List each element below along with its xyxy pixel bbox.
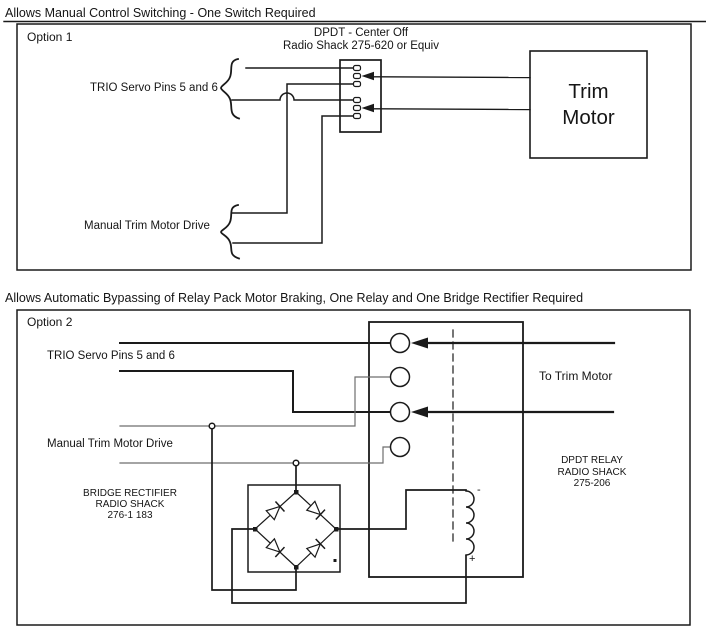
trim-motor-label bbox=[530, 51, 647, 158]
wire-trio2-bottom bbox=[120, 371, 391, 412]
option2-label: Option 2 bbox=[27, 315, 73, 329]
relay-label-line1: DPDT RELAY bbox=[561, 455, 623, 466]
manual-drive-label-option2: Manual Trim Motor Drive bbox=[47, 438, 173, 450]
wire-switch-to-motor-1 bbox=[373, 77, 530, 78]
trio-servo-label-option2: TRIO Servo Pins 5 and 6 bbox=[47, 350, 175, 362]
manual-drive-label-option1: Manual Trim Motor Drive bbox=[84, 220, 210, 232]
thin-wires bbox=[120, 377, 390, 463]
junction-dot bbox=[209, 423, 215, 429]
dpdt-switch-label-line2: Radio Shack 275-620 or Equiv bbox=[283, 39, 439, 52]
wire-trio-bottom-with-hop bbox=[232, 93, 355, 100]
dpdt-switch-label bbox=[268, 27, 454, 52]
wire-switch-to-motor-2 bbox=[373, 109, 530, 110]
wire-manual2-top bbox=[120, 377, 390, 426]
trim-motor-label-line1: Trim bbox=[568, 79, 609, 103]
relay-coil bbox=[466, 491, 474, 555]
to-trim-motor-label: To Trim Motor bbox=[539, 369, 613, 383]
arrow-left-icon bbox=[362, 72, 375, 112]
bridge-vertex-dots bbox=[253, 490, 339, 570]
wire-switch-to-manual-bottom bbox=[233, 116, 355, 243]
dpdt-switch-label-line1: DPDT - Center Off bbox=[313, 27, 409, 39]
trio-brace bbox=[221, 59, 239, 119]
relay-label-line3: 275-206 bbox=[573, 478, 611, 489]
trim-motor-label-line2: Motor bbox=[562, 105, 615, 129]
trio-servo-label-option1: TRIO Servo Pins 5 and 6 bbox=[90, 82, 218, 94]
section1-heading: Allows Manual Control Switching - One Switch Required bbox=[5, 6, 316, 20]
dpdt-switch-box bbox=[340, 60, 381, 132]
coil-plus-label: + bbox=[469, 553, 476, 565]
relay-contacts bbox=[391, 334, 410, 457]
arrow-left-icon bbox=[411, 338, 428, 418]
relay-label-line2: RADIO SHACK bbox=[557, 466, 627, 478]
coil-minus-label: - bbox=[477, 484, 481, 496]
dpdt-relay-label bbox=[532, 455, 652, 490]
wire-junction1-to-bridge-bottom bbox=[212, 426, 296, 590]
bridge-label-line3: 276-1 183 bbox=[107, 510, 153, 521]
bridge-label-line1: BRIDGE RECTIFIER bbox=[83, 488, 177, 499]
bridge-rectifier-label bbox=[70, 488, 190, 521]
junction-dot bbox=[293, 460, 299, 466]
bridge-label-line2: RADIO SHACK bbox=[95, 499, 165, 510]
bridge-diamond bbox=[255, 492, 336, 567]
switch-terminals bbox=[354, 66, 361, 119]
wire-bridge-right-to-coil-top bbox=[336, 490, 466, 529]
section2-heading: Allows Automatic Bypassing of Relay Pack Motor Braking, One Relay and One Bridge Rectifier Required bbox=[5, 291, 584, 305]
wire-switch-to-manual-top bbox=[232, 84, 355, 213]
bridge-rectifier-box bbox=[248, 485, 340, 572]
option1-label: Option 1 bbox=[27, 30, 73, 44]
